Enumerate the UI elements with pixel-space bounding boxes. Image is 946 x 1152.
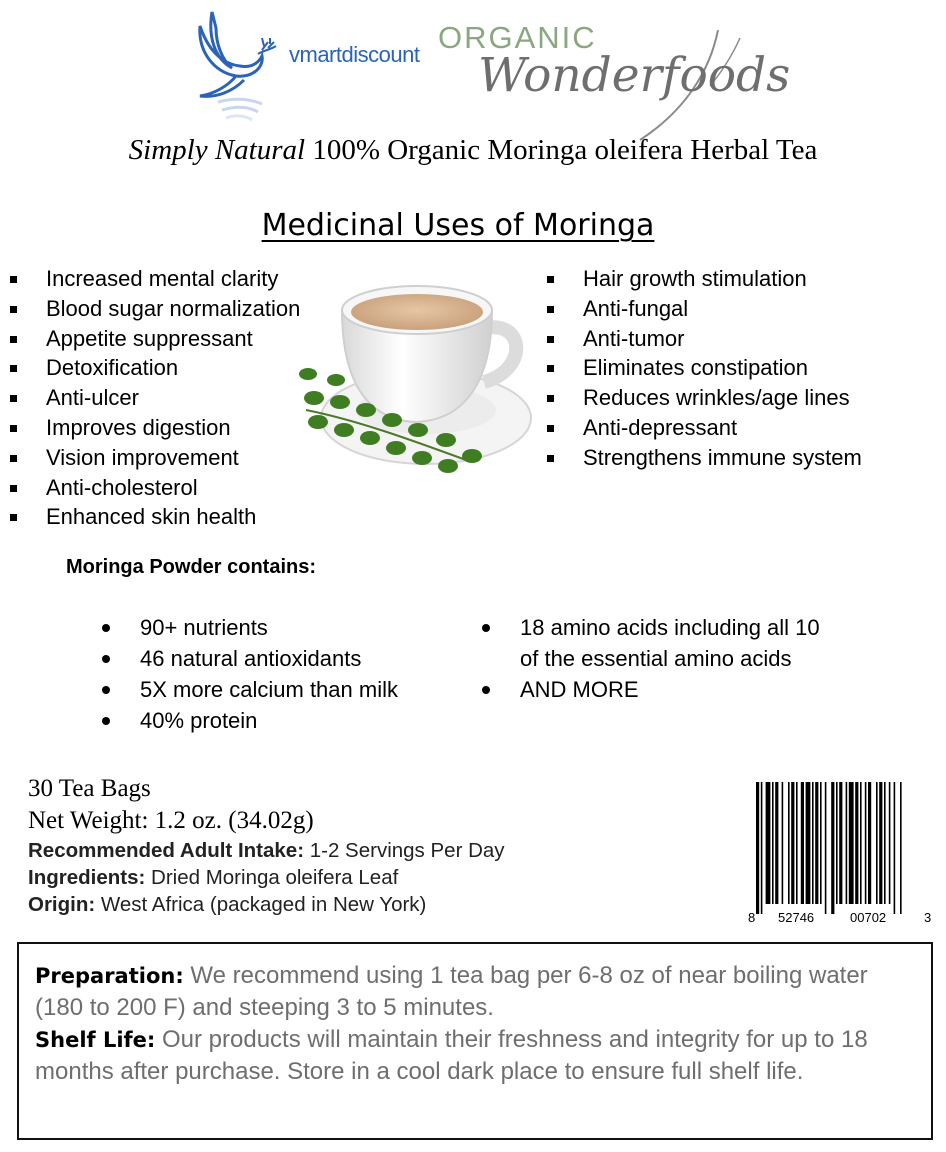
list-item: 5X more calcium than milk xyxy=(98,674,398,705)
barcode-bar xyxy=(796,782,798,904)
list-item: Increased mental clarity xyxy=(8,264,300,294)
preparation-text: Preparation: We recommend using 1 tea bag per 6-8 oz of near boiling water (180 to 200 F) and steeping 3 to 5 minutes. xyxy=(35,962,868,1021)
barcode-bar xyxy=(761,782,763,914)
tea-bag-count: 30 Tea Bags xyxy=(28,775,151,802)
powder-list-right xyxy=(478,612,820,705)
barcode-bar xyxy=(806,782,811,904)
shelf-life-text: Shelf Life: Our products will maintain their freshness and integrity for up to 18 months after purchase. Store in a cool dark place to ensure full shelf life. xyxy=(35,1026,868,1085)
amino-line-2: of the essential amino acids xyxy=(520,646,792,671)
organic-logo-text: ORGANIC xyxy=(438,20,597,55)
barcode-bar xyxy=(846,782,848,904)
subtitle-rest: 100% Organic Moringa oleifera Herbal Tea xyxy=(305,134,818,166)
barcode-bar xyxy=(766,782,771,904)
list-item: Strengthens immune system xyxy=(545,443,862,473)
list-item: AND MORE xyxy=(478,674,820,705)
barcode-bar xyxy=(879,782,882,904)
barcode-bar xyxy=(860,782,862,904)
vmartdiscount-bird-logo-icon xyxy=(192,6,282,130)
barcode-bar xyxy=(900,782,902,914)
vmartdiscount-logo-text: vmartdiscount xyxy=(289,42,420,67)
list-item: Detoxification xyxy=(8,353,300,383)
list-item xyxy=(478,612,820,674)
barcode-digit-1: 8 xyxy=(748,910,756,925)
barcode-bar xyxy=(876,782,878,904)
powder-list-left xyxy=(98,612,398,736)
barcode-digit-group-2: 52746 xyxy=(778,910,815,925)
barcode-digit-group-3: 00702 xyxy=(850,910,887,925)
powder-contains-title: Moringa Powder contains: xyxy=(66,556,317,578)
list-item: Blood sugar normalization xyxy=(8,294,300,324)
net-weight: Net Weight: 1.2 oz. (34.02g) xyxy=(28,807,314,834)
barcode-bar xyxy=(855,782,858,904)
list-item: Hair growth stimulation xyxy=(545,264,862,294)
uses-list-left xyxy=(8,264,300,532)
barcode-bar xyxy=(812,782,814,904)
list-item: Anti-tumor xyxy=(545,324,862,354)
preparation-box xyxy=(17,942,933,1140)
barcode-bar xyxy=(839,782,842,904)
list-item: Reduces wrinkles/age lines xyxy=(545,383,862,413)
barcode-bar xyxy=(865,782,867,904)
barcode-bar xyxy=(894,782,896,914)
barcode-bar xyxy=(825,782,827,914)
medicinal-uses-heading: Medicinal Uses of Moringa xyxy=(261,208,655,243)
list-item: Enhanced skin health xyxy=(8,502,300,532)
barcode-bar xyxy=(836,782,838,904)
recommended-intake: Recommended Adult Intake: 1-2 Servings Per Day xyxy=(28,839,505,862)
barcode-bar xyxy=(756,782,759,914)
barcode-bar xyxy=(884,782,886,904)
origin: Origin: West Africa (packaged in New York) xyxy=(28,893,427,916)
barcode-bar xyxy=(782,782,784,904)
list-item: Anti-depressant xyxy=(545,413,862,443)
barcode-bar xyxy=(791,782,794,904)
list-item: Anti-ulcer xyxy=(8,383,300,413)
subtitle-italic: Simply Natural xyxy=(128,134,306,166)
product-subtitle xyxy=(0,134,946,167)
ingredients: Ingredients: Dried Moringa oleifera Leaf xyxy=(28,866,399,889)
barcode-bar xyxy=(831,782,834,914)
amino-line-1: 18 amino acids including all 10 xyxy=(520,615,820,640)
list-item: 90+ nutrients xyxy=(98,612,398,643)
list-item: Appetite suppressant xyxy=(8,324,300,354)
uses-list-right xyxy=(545,264,862,473)
barcode-bar xyxy=(772,782,774,904)
barcode-bar xyxy=(815,782,818,904)
barcode-bar xyxy=(889,782,891,904)
list-item: 40% protein xyxy=(98,705,398,736)
list-item: Eliminates constipation xyxy=(545,353,862,383)
list-item: Anti-fungal xyxy=(545,294,862,324)
wonderfoods-logo-text: Wonderfoods xyxy=(478,48,791,103)
barcode-bar xyxy=(849,782,854,904)
barcode-bar xyxy=(788,782,790,904)
list-item: Improves digestion xyxy=(8,413,300,443)
barcode-bar xyxy=(820,782,822,904)
list-item: 46 natural antioxidants xyxy=(98,643,398,674)
list-item: Anti-cholesterol xyxy=(8,473,300,503)
barcode xyxy=(748,780,934,928)
list-item: Vision improvement xyxy=(8,443,300,473)
tea-cup-with-leaves-icon xyxy=(296,270,536,485)
barcode-bar xyxy=(868,782,871,904)
barcode-bar xyxy=(801,782,804,904)
barcode-bar xyxy=(775,782,778,904)
barcode-digit-4: 3 xyxy=(924,910,932,925)
